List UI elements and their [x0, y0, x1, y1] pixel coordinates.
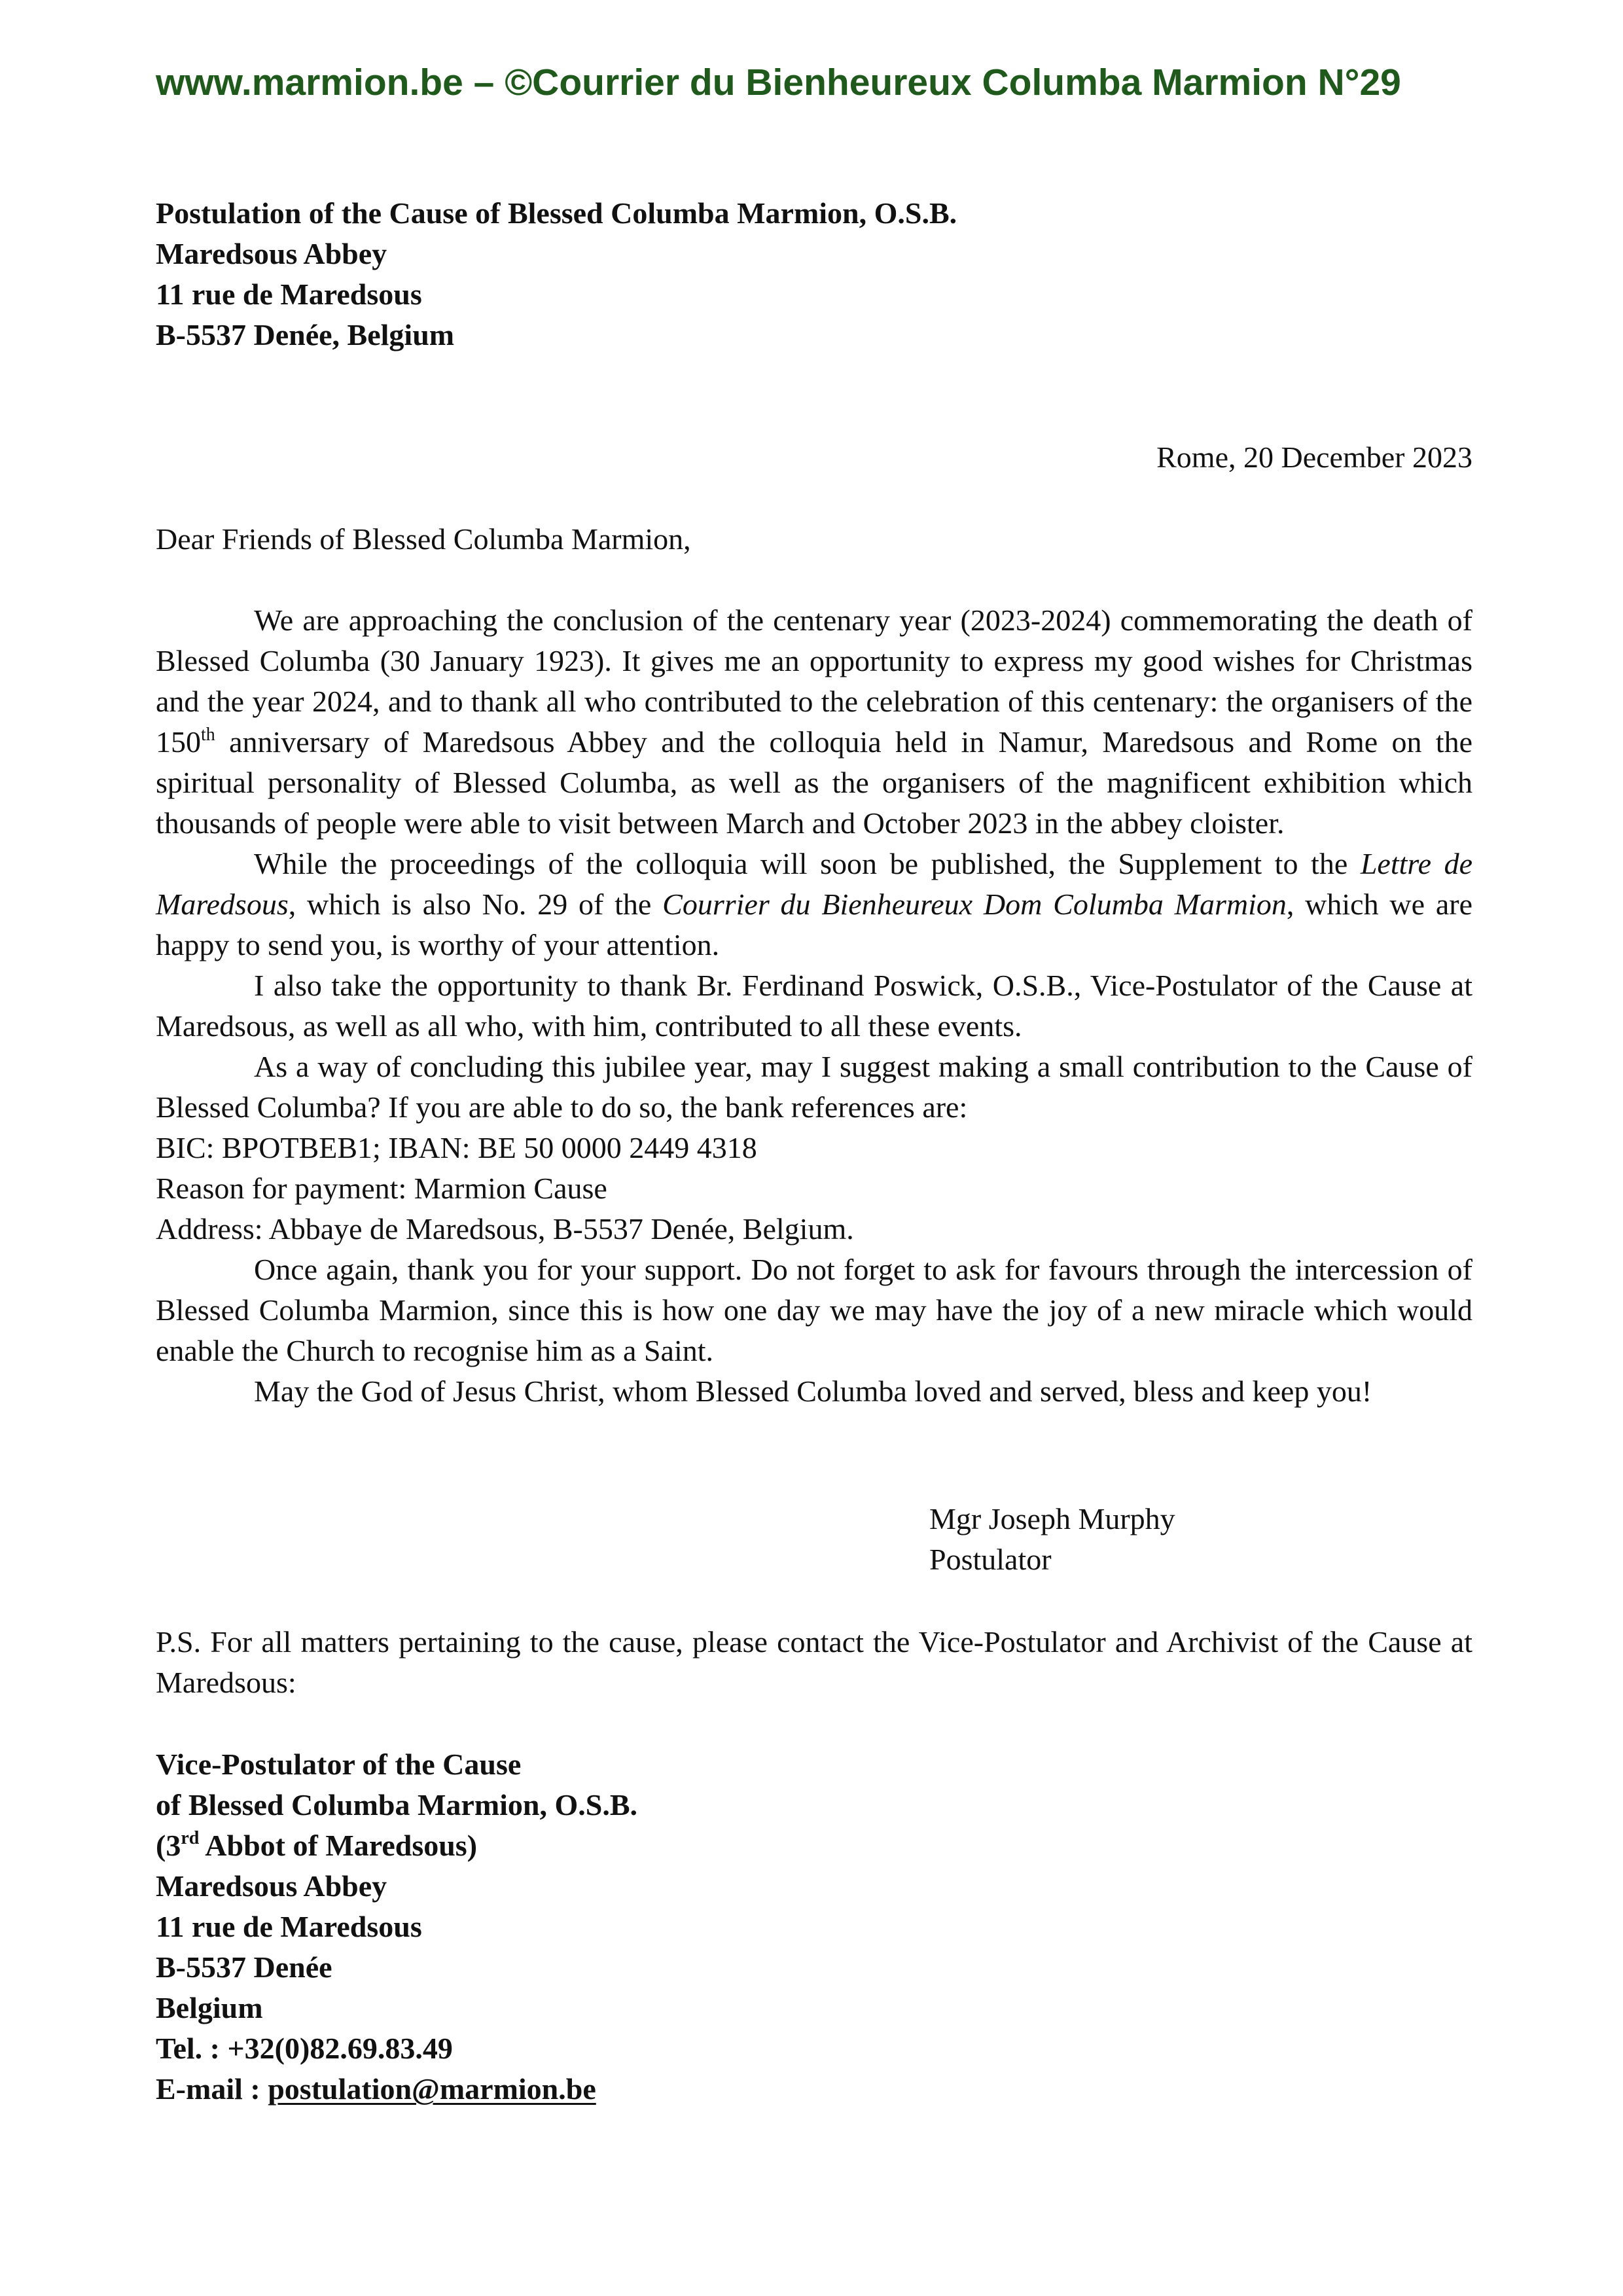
signature-block — [929, 1499, 1175, 1580]
body-paragraph: May the God of Jesus Christ, whom Blessed Columba loved and served, bless and keep you! — [254, 1374, 1372, 1408]
letter-body — [156, 600, 1472, 1412]
contact-line: of Blessed Columba Marmion, O.S.B. — [156, 1788, 638, 1821]
sender-address — [156, 193, 1472, 355]
contact-line: Belgium — [156, 1991, 263, 2024]
salutation: Dear Friends of Blessed Columba Marmion, — [156, 522, 691, 556]
bank-details-line: Address: Abbaye de Maredsous, B-5537 Denée, Belgium. — [156, 1212, 854, 1246]
contact-line: 11 rue de Maredsous — [156, 1910, 422, 1943]
sender-line: Maredsous Abbey — [156, 237, 387, 270]
body-paragraph: I also take the opportunity to thank Br. Ferdinand Poswick, O.S.B., Vice-Postulator of the Cause at Maredsous, as well as all who, with him, contributed to all these events. — [156, 969, 1472, 1043]
postscript-text: P.S. For all matters pertaining to the cause, please contact the Vice-Postulator and Archivist of the Cause at Maredsous: — [156, 1625, 1472, 1699]
contact-line: B-5537 Denée — [156, 1950, 332, 1984]
sender-line: Postulation of the Cause of Blessed Columba Marmion, O.S.B. — [156, 196, 957, 230]
contact-email-line — [156, 2069, 1472, 2109]
body-paragraph: While the proceedings of the colloquia will soon be published, the Supplement to the Lettre de Maredsous, which is also No. 29 of the Courrier du Bienheureux Dom Columba Marmion, which we are happy to send you, is worthy of your attention. — [156, 847, 1472, 961]
contact-line: Maredsous Abbey — [156, 1869, 387, 1903]
bank-details-line: Reason for payment: Marmion Cause — [156, 1172, 607, 1205]
italic-title: Courrier du Bienheureux Dom Columba Marmion — [662, 888, 1287, 921]
signature-name: Mgr Joseph Murphy — [929, 1502, 1175, 1535]
contact-line: Vice-Postulator of the Cause — [156, 1748, 522, 1781]
email-link[interactable]: postulation@marmion.be — [268, 2072, 596, 2106]
page-header — [156, 59, 1491, 106]
italic-title: Lettre de Maredsous — [156, 847, 1472, 921]
contact-telephone: Tel. : +32(0)82.69.83.49 — [156, 2032, 453, 2065]
header-separator: – — [463, 62, 505, 103]
body-paragraph: As a way of concluding this jubilee year, may I suggest making a small contribution to the Cause of Blessed Columba? If you are able to do so, the bank references are: — [156, 1050, 1472, 1124]
email-label: E-mail : — [156, 2072, 268, 2106]
header-site-link[interactable]: www.marmion.be — [156, 62, 463, 103]
postscript — [156, 1622, 1472, 1703]
sender-line: B-5537 Denée, Belgium — [156, 318, 455, 351]
bank-details-line: BIC: BPOTBEB1; IBAN: BE 50 0000 2449 4318 — [156, 1131, 757, 1164]
body-paragraph: We are approaching the conclusion of the centenary year (2023-2024) commemorating the death of Blessed Columba (30 January 1923). It gives me an opportunity to express my good wishes for Christmas and the year 2024, and to thank all who contributed to the celebration of this centenary: the organisers of the 150th anniversary of Maredsous Abbey and the colloquia held in Namur, Maredsous and Rome on the spiritual personality of Blessed Columba, as well as the organisers of the magnificent exhibition which thousands of people were able to visit between March and October 2023 in the abbey cloister. — [156, 603, 1472, 840]
sender-line: 11 rue de Maredsous — [156, 278, 422, 311]
contact-address — [156, 1744, 1472, 2109]
header-publication: ©Courrier du Bienheureux Columba Marmion N°29 — [505, 62, 1401, 103]
signature-title: Postulator — [929, 1543, 1052, 1576]
letter-date: Rome, 20 December 2023 — [1156, 440, 1472, 474]
body-paragraph: Once again, thank you for your support. Do not forget to ask for favours through the intercession of Blessed Columba Marmion, since this is how one day we may have the joy of a new miracle which would enable the Church to recognise him as a Saint. — [156, 1253, 1472, 1367]
contact-line: (3rd Abbot of Maredsous) — [156, 1828, 478, 1862]
